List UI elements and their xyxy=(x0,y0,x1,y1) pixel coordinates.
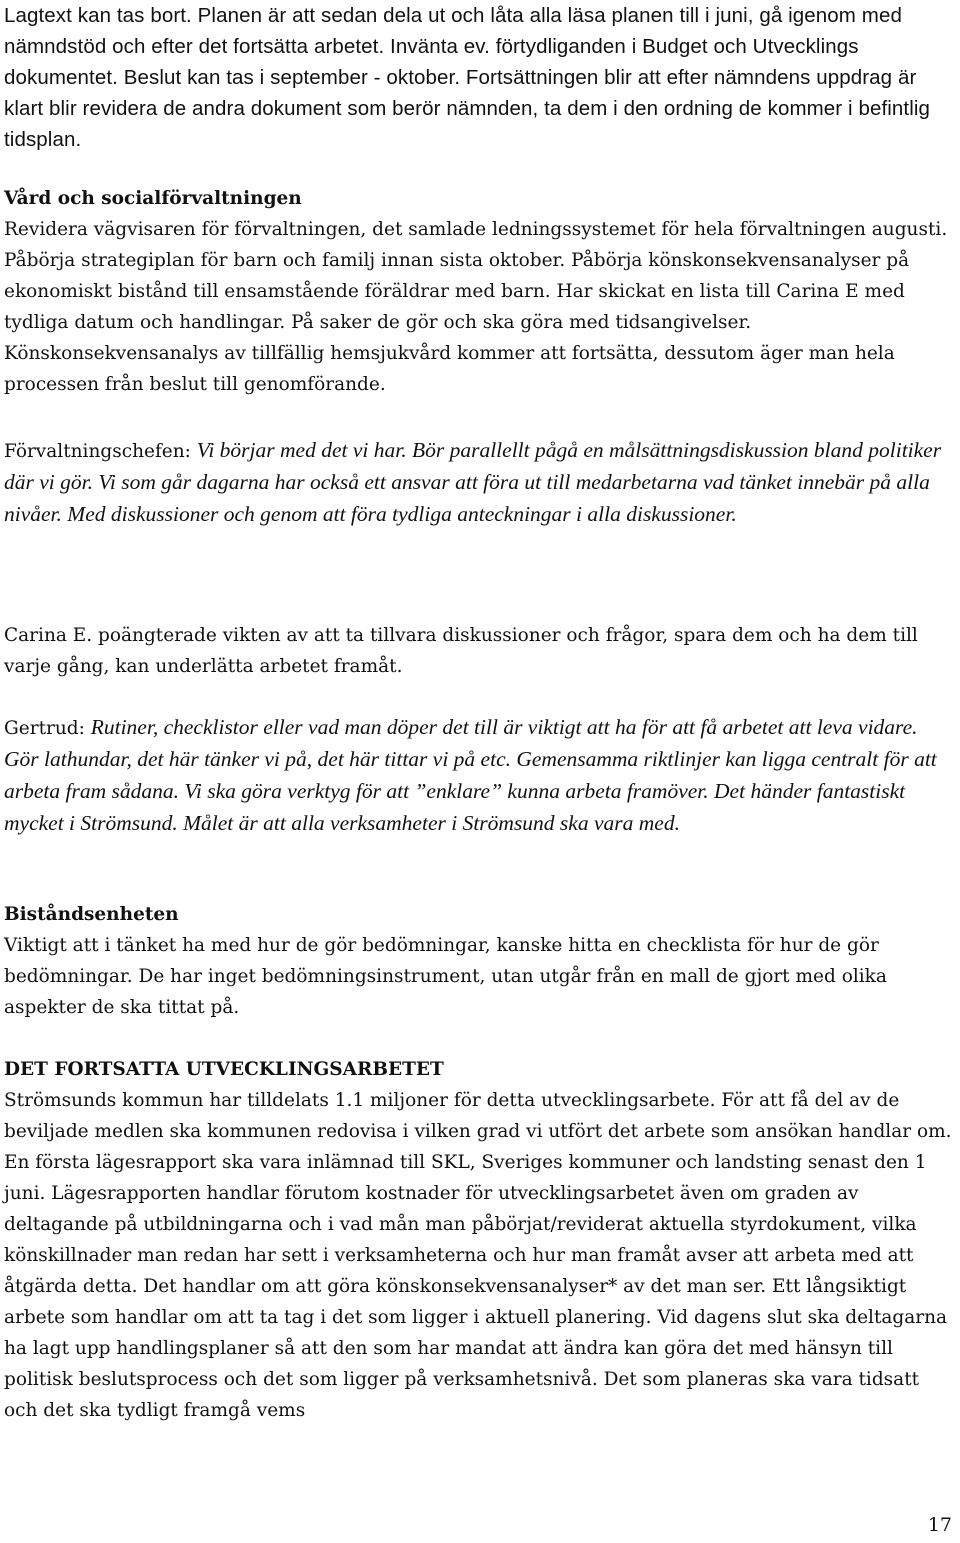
vard-body: Revidera vägvisaren för förvaltningen, det samlade ledningssystemet för hela förvaltningen augusti. Påbörja strategiplan för barn och familj innan sista oktober. Påbörja könskonsekvensanalyser på ekonomiskt bistånd till ensamstående föräldrar med barn. Har skickat en lista till Carina E med tydliga datum och handlingar. På saker de gör och ska göra med tidsangivelser. Könskonsekvensanalys av tillfällig hemsjukvård kommer att fortsätta, dessutom äger man hela processen från beslut till genomförande. xyxy=(4,219,948,395)
page-number: 17 xyxy=(927,1514,952,1536)
bistand-heading: Biståndsenheten xyxy=(4,904,179,925)
forvaltningschefen-quote: Vi börjar med det vi har. Bör parallellt pågå en målsättningsdiskussion bland politiker där vi gör. Vi som går dagarna har också ett ansvar att föra ut till medarbetarna vad tänket innebär på alla nivåer. Med diskussioner och genom att föra tydliga anteckningar i alla diskussioner. xyxy=(4,438,942,526)
vard-section xyxy=(4,183,956,400)
gertrud-paragraph xyxy=(4,712,956,840)
forvaltningschefen-speaker: Förvaltningschefen: xyxy=(4,441,197,462)
carina-paragraph: Carina E. poängterade vikten av att ta tillvara diskussioner och frågor, spara dem och ha dem till varje gång, kan underlätta arbetet framåt. xyxy=(4,625,918,677)
fortsatta-body: Strömsunds kommun har tilldelats 1.1 miljoner för detta utvecklingsarbete. För att få del av de beviljade medlen ska kommunen redovisa i vilken grad vi utfört det arbete som ansökan handlar om. En första lägesrapport ska vara inlämnad till SKL, Sveriges kommuner och landsting senast den 1 juni. Lägesrapporten handlar förutom kostnader för utvecklingsarbetet även om graden av deltagande på utbildningarna och i vad mån man påbörjat/reviderat aktuella styrdokument, vilka könskillnader man redan har sett i verksamheterna och hur man framåt avser att arbeta med att åtgärda detta. Det handlar om att göra könskonsekvensanalyser* av det man ser. Ett långsiktigt arbete som handlar om att ta tag i det som ligger i aktuell planering. Vid dagens slut ska deltagarna ha lagt upp handlingsplaner så att den som har mandat att ändra kan göra det med hänsyn till politisk beslutsprocess och det som ligger på verksamhetsnivå. Det som planeras ska vara tidsatt och det ska tydligt framgå vems xyxy=(4,1090,952,1421)
fortsatta-section xyxy=(4,1054,956,1426)
forvaltningschefen-paragraph xyxy=(4,435,956,531)
gertrud-speaker: Gertrud: xyxy=(4,718,91,739)
bistand-body: Viktigt att i tänket ha med hur de gör bedömningar, kanske hitta en checklista för hur de gör bedömningar. De har inget bedömningsinstrument, utan utgår från en mall de gjort med olika aspekter de ska tittat på. xyxy=(4,935,887,1018)
intro-paragraph: Lagtext kan tas bort. Planen är att sedan dela ut och låta alla läsa planen till i juni, gå igenom med nämndstöd och efter det fortsätta arbetet. Invänta ev. förtydliganden i Budget och Utvecklings dokumentet. Beslut kan tas i september - oktober. Fortsättningen blir att efter nämndens uppdrag är klart blir revidera de andra dokument som berör nämnden, ta dem i den ordning de kommer i befintlig tidsplan. xyxy=(4,4,931,151)
gertrud-quote: Rutiner, checklistor eller vad man döper det till är viktigt att ha för att få arbetet att leva vidare. Gör lathundar, det här tänker vi på, det här tittar vi på etc. Gemensamma riktlinjer kan ligga centralt för att arbeta fram sådana. Vi ska göra verktyg för att ”enklare” kunna arbeta framöver. Det händer fantastiskt mycket i Strömsund. Målet är att alla verksamheter i Strömsund ska vara med. xyxy=(4,715,937,835)
bistand-section xyxy=(4,899,956,1023)
vard-heading: Vård och socialförvaltningen xyxy=(4,188,302,209)
fortsatta-heading: DET FORTSATTA UTVECKLINGSARBETET xyxy=(4,1059,444,1080)
